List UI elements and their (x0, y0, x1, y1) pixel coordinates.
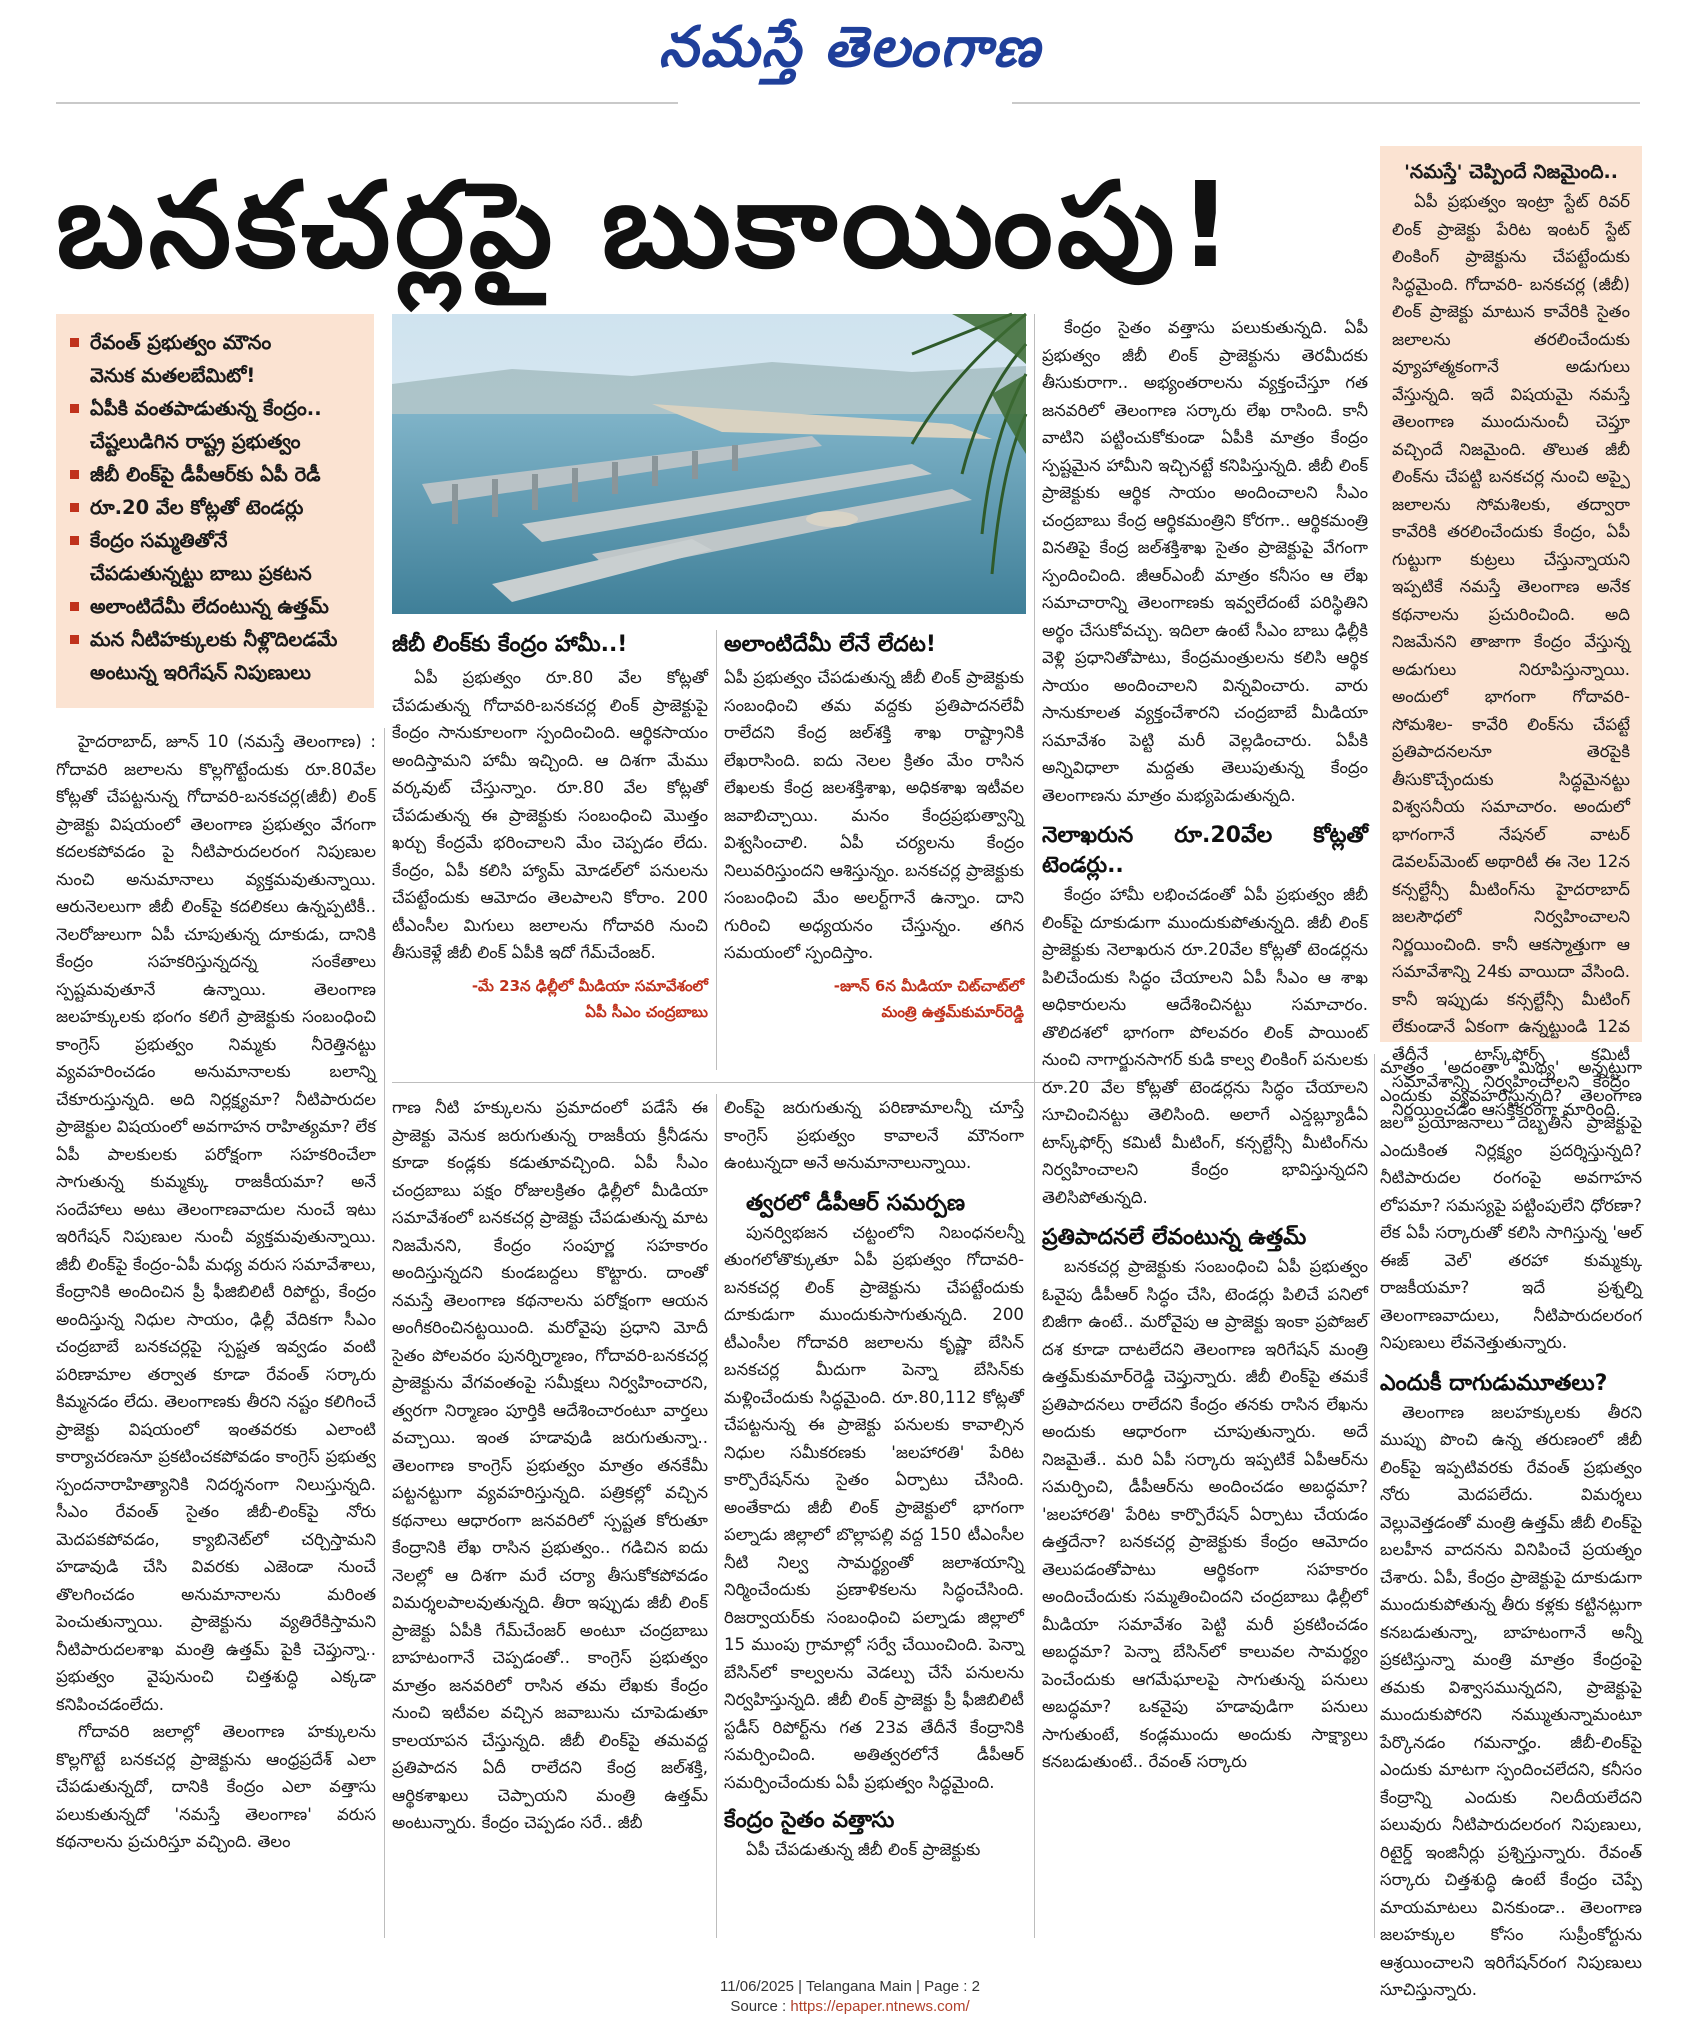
highlight-item (68, 557, 364, 590)
col4-subhead: ఎందుకీ దాగుడుమూతలు? (1380, 1370, 1608, 1396)
highlight-text: రేవంత్ ప్రభుత్వం మౌనం (90, 331, 272, 354)
col3-paragraph-1: కేంద్రం సైతం వత్తాసు పలుకుతున్నది. ఏపీ ప్రభుత్వం జీబీ లింక్ ప్రాజెక్టును తెరమీదకు తీసుకురాగా.. అభ్యంతరాలను వ్యక్తంచేస్తూ గత జనవరిలో తెలంగాణ సర్కారు లేఖ రాసింది. కానీ వాటిని పట్టించుకోకుండా ఏపీకి మాత్రం కేంద్రం స్పష్టమైన హామీని ఇచ్చినట్టే కనిపిస్తున్నది. జీబీ లింక్ ప్రాజెక్టుకు ఆర్థిక సాయం అందించాలని సీఎం చంద్రబాబు కేంద్ర ఆర్థికమంత్రిని కోరగా.. ఆర్థికమంత్రి వినతిపై కేంద్ర జల్‌శక్తిశాఖ సైతం ప్రాజెక్టుపై వేగంగా స్పందించింది. జీఆర్ఎంబీ మాత్రం కనీసం ఆ లేఖ సమాచారాన్ని తెలంగాణకు ఇవ్వలేదంటే పరిస్థితిని అర్థం చేసుకోవచ్చు. ఇదిలా ఉంటే సీఎం బాబు ఢిల్లీకి వెళ్లి ప్రధానితోపాటు, కేంద్రమంత్రులను కలిసి ఆర్థిక సాయం అందించాలని విన్నవించారు. వారు సానుకూలత వ్యక్తంచేశారని చంద్రబాబే మీడియా సమావేశం పెట్టి మరీ వెల్లడించారు. ఏపీకి అన్నివిధాలా మద్దతు తెలుపుతున్న కేంద్రం తెలంగాణను మాత్రం మభ్యపెడుతున్నది. (1042, 318, 1368, 805)
bullet-icon (70, 602, 79, 611)
footer-source (0, 1997, 1700, 2017)
col1-paragraph-1: హైదరాబాద్, జూన్ 10 (నమస్తే తెలంగాణ) : గోదావరి జలాలను కొల్లగొట్టేందుకు రూ.80వేల కోట్లతో చేపట్టనున్న గోదావరి-బనకచర్ల(జీబీ) లింక్ ప్రాజెక్టు విషయంలో తెలంగాణ ప్రభుత్వం వేగంగా కదలకపోవడం పై నీటిపారుదలరంగ నిపుణుల నుంచి అనుమానాలు వ్యక్తమవుతున్నాయి. ఆరునెలలుగా జీబీ లింక్‌పై కదలికలు ఉన్నప్పటికీ.. నెలరోజులుగా ఏపీ చూపుతున్న దూకుడు, దానికి కేంద్రం సహకరిస్తున్నదన్న సంకేతాలు స్పష్టమవుతూనే ఉన్నాయి. తెలంగాణ జలహక్కులకు భంగం కలిగే ప్రాజెక్టుకు సంబంధించి కాంగ్రెస్ ప్రభుత్వం నిమ్మకు నీరెత్తినట్టు వ్యవహరించడం అనుమానాలకు బలాన్ని చేకూరుస్తున్నది. అది నిర్లక్ష్యమా? నీటిపారుదల ప్రాజెక్టుల విషయంలో అవగాహన రాహిత్యమా? లేక ఏపీ పాలకులకు పరోక్షంగా సహకరించేలా సాగుతున్న కుమ్మక్కు రాజకీయమా? అనే సందేహాలు అటు తెలంగాణవాదుల నుంచే ఇటు ఇరిగేషన్ నిపుణుల నుంచీ వ్యక్తమవుతున్నాయి. జీబీ లింక్‌పై కేంద్రం-ఏపీ మధ్య వరుస సమావేశాలు, కేంద్రానికి అందించిన ప్రీ ఫీజిబిలిటీ రిపోర్టు, కేంద్రం అందిస్తున్న నిధుల సాయం, ఢిల్లీ వేదికగా సీఎం చంద్రబాబే బనకచర్లపై స్పష్టత ఇవ్వడం వంటి పరిణామాల తర్వాత కూడా రేవంత్ సర్కారు కిమ్మనడం లేదు. తెలంగాణకు తీరని నష్టం కలిగించే ప్రాజెక్టు విషయంలో ఇంతవరకు ఎలాంటి కార్యాచరణనూ ప్రకటించకపోవడం కాంగ్రెస్ ప్రభుత్వ స్పందనారాహిత్యానికి నిదర్శనంగా నిలుస్తున్నది. సీఎం రేవంత్ సైతం జీబీ-లింక్‌పై నోరు మెదపకపోవడం, క్యాబినెట్‌లో చర్చిస్తామని హడావుడి చేసి వివరకు ఎజెండా నుంచే తొలగించడం అనుమానాలను మరింత పెంచుతున్నాయి. ప్రాజెక్టును వ్యతిరేకిస్తామని నీటిపారుదలశాఖ మంత్రి ఉత్తమ్ పైకి చెప్తున్నా.. ప్రభుత్వం వైపునుంచి చిత్తశుద్ధి ఎక్కడా కనిపించడంలేదు. (56, 732, 376, 1714)
highlight-item (68, 590, 364, 623)
highlight-text: అంటున్న ఇరిగేషన్ నిపుణులు (90, 661, 311, 684)
sidebar-body: ఏపీ ప్రభుత్వం ఇంట్రా స్టేట్ రివర్ లింక్ ప్రాజెక్టు పేరిట ఇంటర్ స్టేట్ లింకింగ్ ప్రాజెక్టును చేపట్టేందుకు సిద్ధమైంది. గోదావరి- బనకచర్ల (జీబీ) లింక్ ప్రాజెక్టు మాటున కావేరికి సైతం జలాలను తరలించేందుకు వ్యూహాత్మకంగానే అడుగులు వేస్తున్నది. ఇదే విషయమై నమస్తే తెలంగాణ ముందునుంచీ చెప్తూ వచ్చిందే నిజమైంది. తొలుత జీబీ లింక్‌ను చేపట్టి బనకచర్ల నుంచి అప్పై జలాలను సోమశిలకు, తద్వారా కావేరికి తరలించేందుకు కేంద్రం, ఏపీ గుట్టుగా కుట్రలు చేస్తున్నాయని ఇప్పటికే నమస్తే తెలంగాణ అనేక కథనాలను ప్రచురించింది. అది నిజమేనని తాజాగా కేంద్రం వేస్తున్న అడుగులు నిరూపిస్తున్నాయి. అందులో భాగంగా గోదావరి- సోమశిల- కావేరి లింక్‌ను చేపట్టే ప్రతిపాదనలనూ తెరపైకి తీసుకొచ్చేందుకు సిద్ధమైనట్టు విశ్వసనీయ సమాచారం. అందులో భాగంగానే నేషనల్ వాటర్ డెవలప్‌మెంట్ అథారిటీ ఈ నెల 12న కన్సల్టేన్సీ మీటింగ్‌ను హైదరాబాద్ జలసౌధలో నిర్వహించాలని నిర్ణయించింది. కానీ ఆకస్మాత్తుగా ఆ సమావేశాన్ని 24కు వాయిదా వేసింది. కానీ ఇప్పుడు కన్సల్టేన్సీ మీటింగ్ లేకుండానే ఏకంగా ఉన్నట్టుండి 12వ తేదీనే టాస్క్‌ఫోర్స్ కమిటీ సమావేశాన్ని నిర్వహించాలని కేంద్రం నిర్ణయించడం ఆసక్తికరంగా మారింది. (1392, 192, 1630, 1119)
highlight-text: అలాంటిదేమీ లేదంటున్న ఉత్తమ్ (90, 595, 329, 618)
col1-body (56, 728, 376, 1938)
highlight-text: చేపడుతున్నట్టు బాబు ప్రకటన (90, 562, 312, 585)
col2-paragraph: గాణ నీటి హక్కులను ప్రమాదంలో పడేసే ఈ ప్రాజెక్టు వెనుక జరుగుతున్న రాజకీయ క్రీనీడను కూడా కండ్లకు కడుతూవచ్చింది. ఏపీ సీఎం చంద్రబాబు పక్షం రోజులక్రితం ఢిల్లీలో మీడియా సమావేశంలో బనకచర్ల ప్రాజెక్టు చేపడుతున్న మాట నిజమేనని, కేంద్రం సంపూర్ణ సహకారం అందిస్తున్నదని కుండబద్దలు కొట్టారు. దాంతో నమస్తే తెలంగాణ కథనాలను పరోక్షంగా ఆయన అంగీకరించినట్టయింది. మరోవైపు ప్రధాని మోదీ సైతం పోలవరం పునర్నిర్మాణం, గోదావరి-బనకచర్ల ప్రాజెక్టును వేగవంతంపై సమీక్షలు నిర్వహించారని, త్వరగా నిర్మాణం పూర్తికి ఆదేశించారంటూ వార్తలు వచ్చాయి. ఇంత హడావుడి జరుగుతున్నా.. తెలంగాణ కాంగ్రెస్ ప్రభుత్వం మాత్రం తనకేమీ పట్టనట్టుగా వ్యవహరిస్తున్నది. పత్రికల్లో వచ్చిన కథనాలు ఆధారంగా జనవరిలో స్పష్టత కోరుతూ కేంద్రానికి లేఖ రాసిన ప్రభుత్వం.. గడిచిన ఐదు నెలల్లో ఆ దిశగా మరే చర్యా తీసుకోకపోవడం విమర్శలపాలవుతున్నది. తీరా ఇప్పుడు జీబీ లింక్ ప్రాజెక్టు ఏపీకి గేమ్‌చేంజర్ అంటూ చంద్రబాబు బాహటంగానే చెప్పడంతో.. కాంగ్రెస్ ప్రభుత్వం మాత్రం జనవరిలో రాసిన తమ లేఖకు కేంద్రం నుంచి ఇటీవల వచ్చిన జవాబును చూపెడుతూ కాలయాపన చేస్తున్నది. జీబీ లింక్‌పై తమవద్ద ప్రతిపాదన ఏదీ రాలేదని కేంద్ర జల్‌శక్తి, ఆర్థికశాఖలు చెప్పాయని మంత్రి ఉత్తమ్ అంటున్నారు. కేంద్రం చెప్పడం సరే.. జీబీ (392, 1098, 708, 1832)
col-mid-bottom (724, 1094, 1024, 1938)
bullet-icon (70, 503, 79, 512)
bullet-icon (70, 404, 79, 413)
col3-top (1042, 314, 1368, 1938)
colmid-paragraph-3: ఏపీ చేపడుతున్న జీబీ లింక్ ప్రాజెక్టుకు (746, 1840, 981, 1859)
quote-cm-attrib-1: -మే 23న ఢిల్లీలో మీడియా సమావేశంలో (471, 976, 708, 995)
highlight-item (68, 656, 364, 689)
highlight-text: మన నీటిహక్కులకు నీళ్లొదిలడమే (90, 628, 338, 651)
quote-article-cm (392, 630, 708, 1070)
quote-minister-attrib-1: -జూన్ 6న మీడియా చిట్‌చాట్‌లో (833, 976, 1024, 995)
col-rule-1 (384, 728, 385, 1938)
highlight-item (68, 326, 364, 359)
quote-minister-attrib-2: మంత్రి ఉత్తమ్‌కుమార్‌రెడ్డి (881, 1002, 1024, 1021)
highlights-list (68, 326, 364, 689)
col-rule-3 (716, 1094, 717, 1938)
highlight-item (68, 425, 364, 458)
highlight-item (68, 392, 364, 425)
bullet-icon (70, 635, 79, 644)
quote-cm-attrib-2: ఏపీ సీఎం చంద్రబాబు (585, 1002, 708, 1021)
highlight-item (68, 623, 364, 656)
footer-dateline: 11/06/2025 | Telangana Main | Page : 2 (720, 1978, 980, 1995)
masthead-title: నమస్తే తెలంగాణ (658, 14, 1042, 80)
col3-paragraph-2: కేంద్రం హామీ లభించడంతో ఏపీ ప్రభుత్వం జీబీ లింక్‌పై దూకుడుగా ముందుకుపోతున్నది. జీబీ లింక్ ప్రాజెక్టుకు నెలాఖరున రూ.20వేల కోట్లతో టెండర్లను పిలిచేందుకు సిద్ధం చేయాలని ఏపీ సీఎం ఆ శాఖ అధికారులను ఆదేశించినట్టు సమాచారం. తొలిదశలో భాగంగా పోలవరం లింక్ పాయింట్ నుంచి నాగార్జునసాగర్ కుడి కాల్వ లింకింగ్ పనులకు రూ.20 వేల కోట్లతో టెండర్లను సిద్ధం చేయాలని సూచించినట్టు తెలిసింది. అలాగే ఎన్డబ్ల్యూడీఏ టాస్క్‌ఫోర్స్ కమిటీ మీటింగ్, కన్సల్టేన్సీ మీటింగ్‌ను నిర్వహించాలని కేంద్రం భావిస్తున్నదని తెలిసిపోతున్నది. (1042, 885, 1368, 1207)
col3-subhead-uttam: ప్రతిపాదనలే లేవంటున్న ఉత్తమ్ (1042, 1225, 1307, 1250)
col1-paragraph-2: గోదావరి జలాల్లో తెలంగాణ హక్కులను కొల్లగొట్టే బనకచర్ల ప్రాజెక్టును ఆంధ్రప్రదేశ్ ఎలా చేపడుతున్నదో, దానికి కేంద్రం ఎలా వత్తాసు పలుకుతున్నదో 'నమస్తే తెలంగాణ' వరుస కథనాలను ప్రచురిస్తూ వచ్చింది. తెలం (56, 1722, 376, 1851)
quote-cm-heading: జీబీ లింక్‌కు కేంద్రం హామీ..! (392, 632, 628, 657)
page-footer (0, 1977, 1700, 2017)
footer-source-label: Source : (730, 1998, 791, 2015)
highlight-text: రూ.20 వేల కోట్లతో టెండర్లు (90, 496, 304, 519)
sidebar-heading: 'నమస్తే' చెప్పిందే నిజమైంది.. (1404, 161, 1618, 183)
highlight-text: జీబీ లింక్‌పై డీపీఆర్‌కు ఏపీ రెడీ (90, 463, 321, 486)
col3-paragraph-3: బనకచర్ల ప్రాజెక్టుకు సంబంధించి ఏపీ ప్రభుత్వం ఓవైపు డీపీఆర్ సిద్ధం చేసి, టెండర్లు పిలిచే పనిలో బిజీగా ఉంటే.. మరోవైపు ఆ ప్రాజెక్టు ఇంకా ప్రపోజల్ దశ కూడా దాటలేదని తెలంగాణ ఇరిగేషన్ మంత్రి ఉత్తమ్‌కుమార్‌రెడ్డి చెప్తున్నారు. జీబీ లింక్‌పై తమకే ప్రతిపాదనలు రాలేదని కేంద్రం తనకు రాసిన లేఖను అందుకు ఆధారంగా చూపుతున్నారు. అదే నిజమైతే.. మరి ఏపీ సర్కారు ఇప్పటికే ఏపీఆర్‌ను సమర్పించి, డీపీఆర్‌ను అందించడం అబద్ధమా? 'జలహారతి' పేరిట కార్పొరేషన్ ఏర్పాటు చేయడం ఉత్తదేనా? బనకచర్ల ప్రాజెక్టుకు కేంద్రం ఆమోదం తెలుపడంతోపాటు ఆర్థికంగా సహకారం అందించేందుకు సమ్మతించిందని చంద్రబాబు ఢిల్లీలో మీడియా సమావేశం పెట్టి మరీ ప్రకటించడం అబద్ధమా? పెన్నా బేసిన్‌లో కాలువల సామర్థ్యం పెంచేందుకు ఆగమేఘాలపై సాగుతున్న పనులు అబద్ధమా? ఒకవైపు హడావుడిగా పనులు సాగుతుంటే, కండ్లముందు అందుకు సాక్ష్యాలు కనబడుతుంటే.. రేవంత్ సర్కారు (1042, 1257, 1368, 1771)
quote-minister-heading: అలాంటిదేమీ లేనే లేదట! (724, 632, 936, 657)
masthead-rule-left (56, 102, 678, 104)
colmid-subhead-dpr: త్వరలో డీపీఆర్ సమర్పణ (746, 1190, 966, 1216)
dam-photo-image (392, 314, 1026, 614)
quote-minister-body: ఏపీ ప్రభుత్వం చేపడుతున్న జీబీ లింక్ ప్రాజెక్టుకు సంబంధించి తమ వద్దకు ప్రతిపాదనలేవీ రాలేదని కేంద్ర జల్‌శక్తి శాఖ రాష్ట్రానికి లేఖరాసింది. ఐదు నెలల క్రితం మేం రాసిన లేఖలకు కేంద్ర జలశక్తిశాఖ, అధికశాఖ ఇటీవల జవాబిచ్చాయి. మనం కేంద్రప్రభుత్వాన్ని విశ్వసించాలి. ఏపీ చర్యలను కేంద్రం నిలువరిస్తుందని ఆశిస్తున్నం. బనకచర్ల ప్రాజెక్టుకు సంబంధించి మేం అలర్ట్‌గానే ఉన్నాం. దాని గురించి అధ్యయనం చేస్తున్నం. తగిన సమయంలో స్పందిస్తాం. (724, 668, 1024, 962)
highlight-item (68, 458, 364, 491)
footer-source-link[interactable]: https://epaper.ntnews.com/ (790, 1998, 970, 2015)
sidebar-box (1380, 146, 1642, 1119)
bullet-icon (70, 536, 79, 545)
colmid-paragraph-1: లింక్‌పై జరుగుతున్న పరిణామాలన్నీ చూస్తే కాంగ్రెస్ ప్రభుత్వం కావాలనే మౌనంగా ఉంటున్నదా అనే అనుమానాలున్నాయి. (724, 1098, 1024, 1172)
col4-paragraph-2: తెలంగాణ జలహక్కులకు తీరని ముప్పు పొంచి ఉన్న తరుణంలో జీబీ లింక్‌పై ఇప్పటివరకు రేవంత్ ప్రభుత్వం నోరు మెదపలేదు. విమర్శలు వెల్లువెత్తడంతో మంత్రి ఉత్తమ్ జీబీ లింక్‌పై బలహీన వాదనను వినిపించే ప్రయత్నం చేశారు. ఏపీ, కేంద్రం ప్రాజెక్టుపై దూకుడుగా ముందుకుపోతున్న తీరు కళ్లకు కట్టినట్లుగా కనబడుతున్నా, బాహటంగానే అన్నీ ప్రకటిస్తున్నా మంత్రి మాత్రం కేంద్రంపై తమకు విశ్వాసమున్నదని, ప్రాజెక్టుపై ముందుకుపోరని నమ్ముతున్నామంటూ పేర్కొనడం గమనార్హం. జీబీ-లింక్‌పై ఎందుకు మాటగా స్పందించలేదని, కనీసం కేంద్రాన్ని ఎందుకు నిలదీయలేదని పలువురు నీటిపారుదలరంగ నిపుణులు, రిటైర్డ్ ఇంజినీర్లు ప్రశ్నిస్తున్నారు. రేవంత్ సర్కారు చిత్తశుద్ధి ఉంటే కేంద్రం చెప్పే మాయమాటలు వినకుండా.. తెలంగాణ జలహక్కుల కోసం సుప్రీంకోర్టును ఆశ్రయించాలని ఇరిగేషన్‌రంగ నిపుణులు సూచిస్తున్నారు. (1380, 1402, 1642, 1999)
quote-article-minister (724, 630, 1024, 1070)
col3-top-rule (1034, 314, 1035, 1938)
highlight-text: చేష్టలుడిగిన రాష్ట్ర ప్రభుత్వం (90, 430, 301, 453)
col-rule-2 (716, 630, 717, 1070)
bullet-icon (70, 338, 79, 347)
highlight-text: ఏపీకి వంతపాడుతున్న కేంద్రం.. (90, 397, 322, 420)
col3-subhead-tenders: నెలాఖరున రూ.20వేల కోట్లతో టెండర్లు.. (1042, 823, 1368, 878)
col4-paragraph-1: మాత్రం 'అదంతా మిథ్య' అన్నట్టుగా ఎందుకు వ్యవహరిస్తున్నది? తెలంగాణ జల ప్రయోజనాలు దెబ్బతీసే ప్రాజెక్టుపై ఎందుకింత నిర్లక్ష్యం ప్రదర్శిస్తున్నది? నీటిపారుదల రంగంపై అవగాహన లోపమా? సమస్యపై పట్టింపులేని ధోరణా? లేక ఏపీ సర్కారుతో కలిసి సాగిస్తున్న 'ఆల్ ఈజ్ వెల్' తరహా కుమ్మక్కు రాజకీయమా? ఇదే ప్రశ్నల్ని తెలంగాణవాదులు, నీటిపారుదలరంగ నిపుణులు లేవనెత్తుతున్నారు. (1380, 1058, 1642, 1352)
highlight-text: వెనుక మతలబేమిటో! (90, 364, 256, 387)
highlight-item (68, 491, 364, 524)
bullet-icon (70, 470, 79, 479)
quote-cm-body: ఏపీ ప్రభుత్వం రూ.80 వేల కోట్లతో చేపడుతున్న గోదావరి-బనకచర్ల లింక్ ప్రాజెక్టుపై కేంద్రం సానుకూలంగా స్పందించింది. ఆర్థికసాయం అందిస్తామని హామీ ఇచ్చింది. ఆ దిశగా మేము వర్కవుట్ చేస్తున్నాం. రూ.80 వేల కోట్లతో చేపడుతున్న ఈ ప్రాజెక్టుకు సంబంధించి మొత్తం ఖర్చు కేంద్రమే భరించాలని మేం చెప్పడం లేదు. కేంద్రం, ఏపీ కలిసి హ్యామ్ మోడల్‌లో పనులను చేపట్టేందుకు ఆమోదం తెలపాలని కోరాం. 200 టీఎంసీల మిగులు జలాలను గోదావరి నుంచి తీసుకెళ్లే జీబీ లింక్ ఏపీకి ఇదో గేమ్‌చేంజర్. (392, 668, 708, 962)
col-rule-4 (1374, 1054, 1375, 1938)
highlight-item (68, 359, 364, 392)
dam-photo (392, 314, 1026, 614)
colmid-paragraph-2: పునర్విభజన చట్టంలోని నిబంధనలన్నీ తుంగలోతొక్కుతూ ఏపీ ప్రభుత్వం గోదావరి- బనకచర్ల లింక్ ప్రాజెక్టును చేపట్టేందుకు దూకుడుగా ముందుకుసాగుతున్నది. 200 టీఎంసీల గోదావరి జలాలను కృష్ణా బేసిన్ బనకచర్ల మీదుగా పెన్నా బేసిన్‌కు మళ్లించేందుకు సిద్ధమైంది. రూ.80,112 కోట్లతో చేపట్టనున్న ఈ ప్రాజెక్టు పనులకు కావాల్సిన నిధుల సమీకరణకు 'జలహారతి' పేరిట కార్పొరేషన్‌ను సైతం ఏర్పాటు చేసింది. అంతేకాదు జీబీ లింక్ ప్రాజెక్టులో భాగంగా పల్నాడు జిల్లాలో బొల్లాపల్లి వద్ద 150 టీఎంసీల నీటి నిల్వ సామర్థ్యంతో జలాశయాన్ని నిర్మించేందుకు ప్రణాళికలను సిద్ధంచేసింది. రిజర్వాయర్‌కు సంబంధించి పల్నాడు జిల్లాలో 15 ముంపు గ్రామాల్లో సర్వే చేయించింది. పెన్నా బేసిన్‌లో కాల్వలను వెడల్పు చేసే పనులను నిర్వహిస్తున్నది. జీబీ లింక్ ప్రాజెక్టు ప్రీ ఫీజిబిలిటీ స్టడీస్ రిపోర్ట్‌ను గత 23వ తేదీనే కేంద్రానికి సమర్పించింది. అతిత్వరలోనే డీపీఆర్ సమర్పించేందుకు ఏపీ ప్రభుత్వం సిద్ధమైంది. (724, 1222, 1024, 1792)
col2-bottom (392, 1094, 708, 1938)
highlight-item (68, 524, 364, 557)
main-headline: బనకచర్లపై బుకాయింపు! (56, 156, 1237, 294)
masthead (0, 14, 1700, 94)
colmid-subhead-center: కేంద్రం సైతం వత్తాసు (724, 1808, 895, 1833)
highlight-text: కేంద్రం సమ్మతితోనే (90, 529, 228, 552)
highlights-box (56, 314, 374, 708)
col4-bottom (1380, 1054, 1642, 1999)
masthead-rule-right (1012, 102, 1640, 104)
